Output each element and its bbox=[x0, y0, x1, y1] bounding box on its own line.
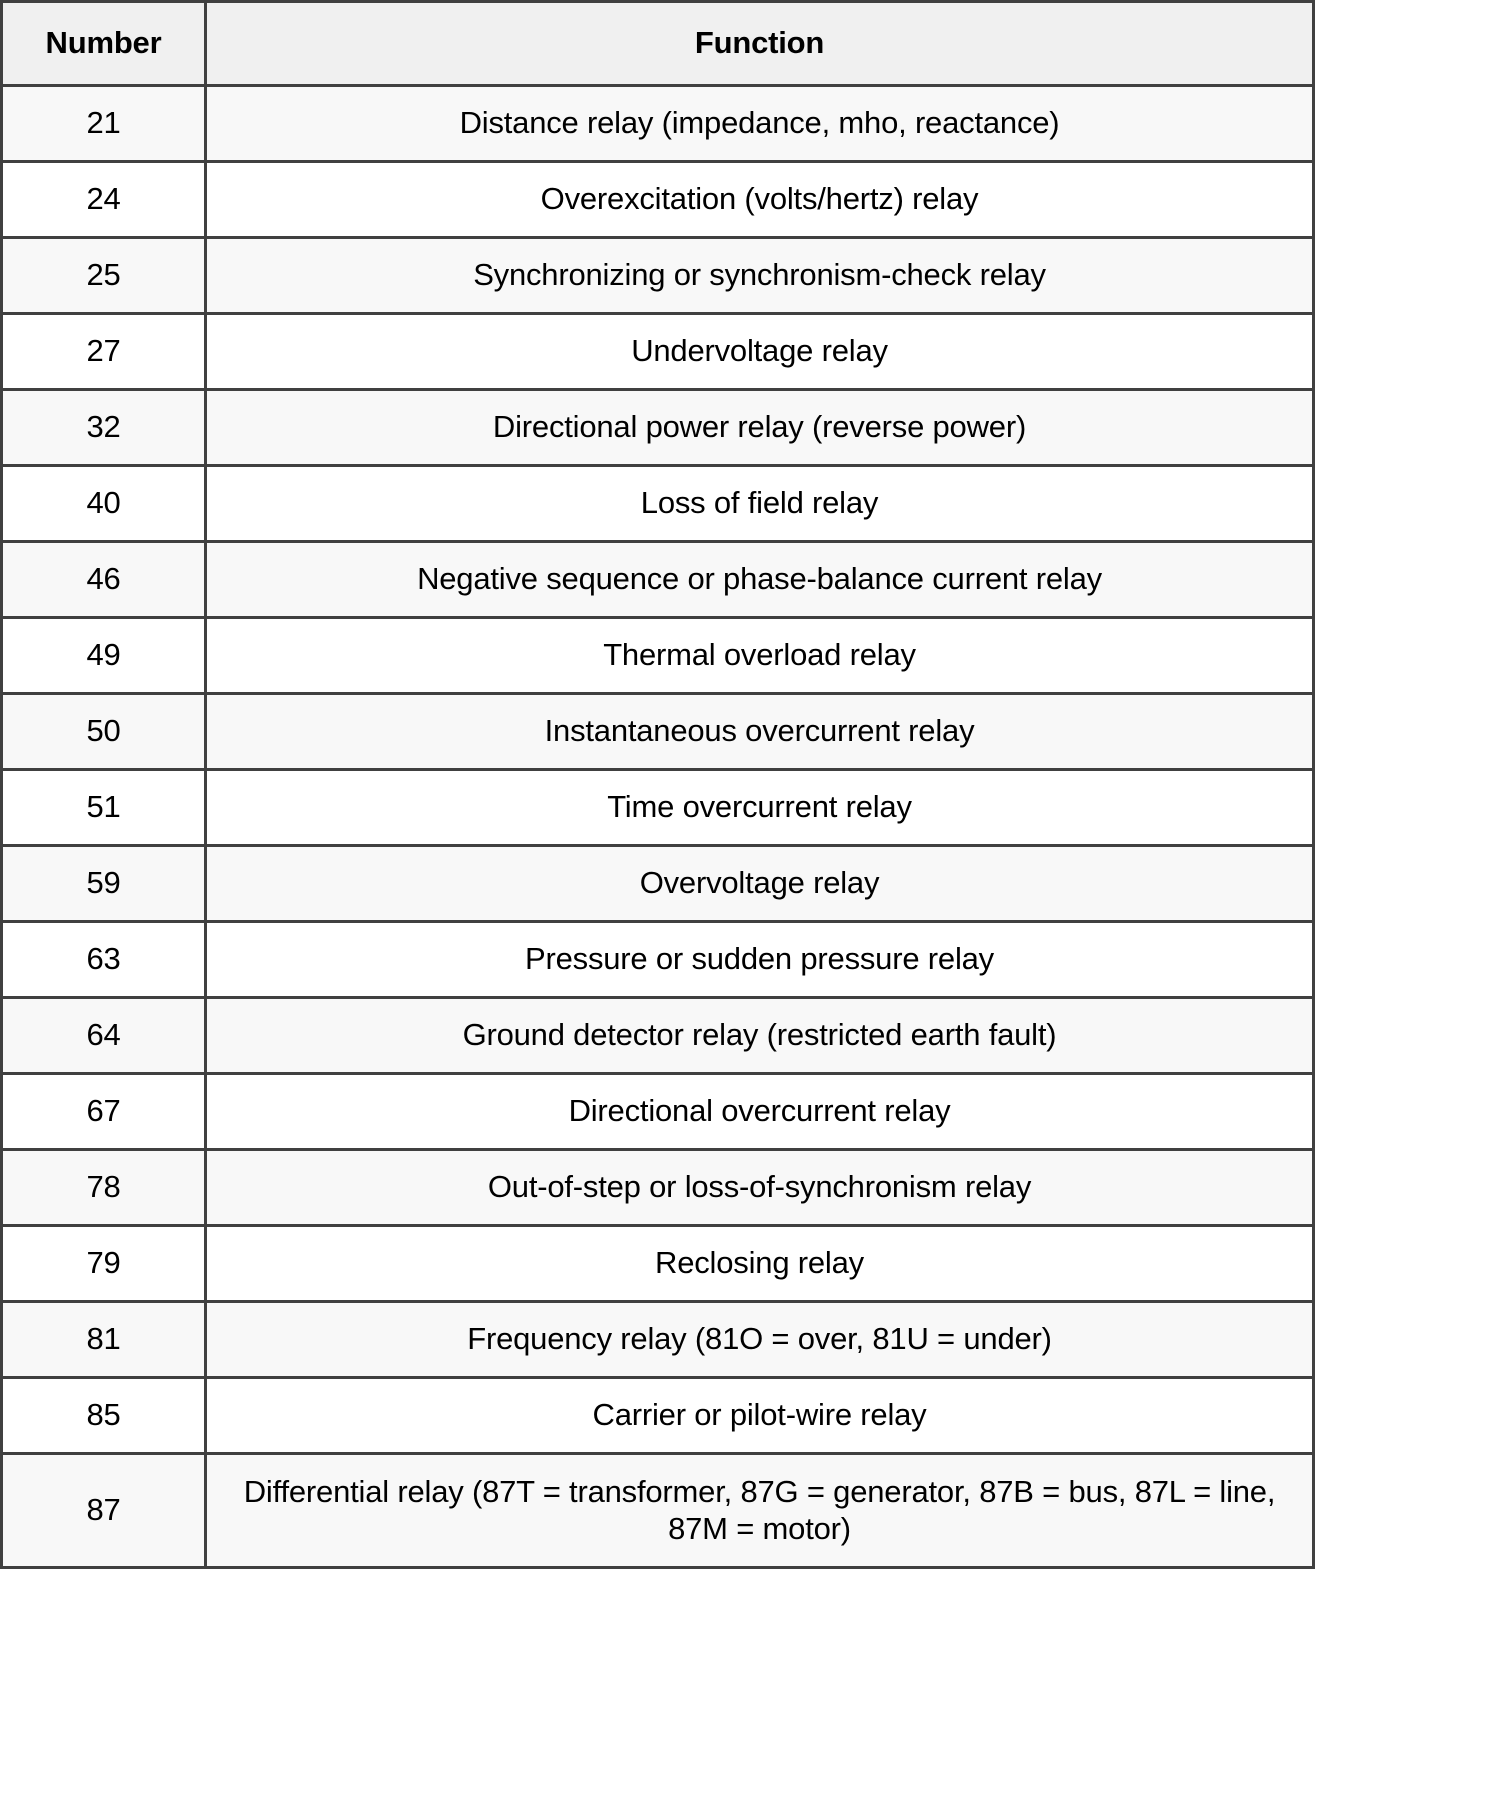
cell-function: Thermal overload relay bbox=[206, 618, 1314, 694]
cell-number: 40 bbox=[2, 466, 206, 542]
cell-function: Pressure or sudden pressure relay bbox=[206, 922, 1314, 998]
table-row bbox=[2, 238, 1314, 314]
cell-number: 67 bbox=[2, 1074, 206, 1150]
table-row bbox=[2, 1074, 1314, 1150]
table-row bbox=[2, 86, 1314, 162]
table-row bbox=[2, 1302, 1314, 1378]
cell-function: Ground detector relay (restricted earth fault) bbox=[206, 998, 1314, 1074]
cell-function: Overexcitation (volts/hertz) relay bbox=[206, 162, 1314, 238]
cell-number: 46 bbox=[2, 542, 206, 618]
table-header-row bbox=[2, 2, 1314, 86]
cell-function: Synchronizing or synchronism-check relay bbox=[206, 238, 1314, 314]
cell-function: Overvoltage relay bbox=[206, 846, 1314, 922]
table-row bbox=[2, 1378, 1314, 1454]
cell-number: 27 bbox=[2, 314, 206, 390]
cell-function: Undervoltage relay bbox=[206, 314, 1314, 390]
cell-function: Frequency relay (81O = over, 81U = under) bbox=[206, 1302, 1314, 1378]
cell-function: Negative sequence or phase-balance current relay bbox=[206, 542, 1314, 618]
table-header bbox=[2, 2, 1314, 86]
cell-function: Distance relay (impedance, mho, reactance) bbox=[206, 86, 1314, 162]
table-row bbox=[2, 162, 1314, 238]
table-row bbox=[2, 542, 1314, 618]
cell-function: Differential relay (87T = transformer, 87G = generator, 87B = bus, 87L = line, 87M = motor) bbox=[206, 1454, 1314, 1568]
cell-number: 24 bbox=[2, 162, 206, 238]
column-header-function: Function bbox=[206, 2, 1314, 86]
cell-function: Reclosing relay bbox=[206, 1226, 1314, 1302]
cell-number: 87 bbox=[2, 1454, 206, 1568]
cell-function: Directional power relay (reverse power) bbox=[206, 390, 1314, 466]
table-row bbox=[2, 1454, 1314, 1568]
cell-number: 85 bbox=[2, 1378, 206, 1454]
table-row bbox=[2, 390, 1314, 466]
table-row bbox=[2, 998, 1314, 1074]
table-row bbox=[2, 314, 1314, 390]
cell-function: Out-of-step or loss-of-synchronism relay bbox=[206, 1150, 1314, 1226]
cell-number: 81 bbox=[2, 1302, 206, 1378]
cell-number: 64 bbox=[2, 998, 206, 1074]
cell-number: 63 bbox=[2, 922, 206, 998]
cell-number: 49 bbox=[2, 618, 206, 694]
table-row bbox=[2, 1150, 1314, 1226]
cell-number: 25 bbox=[2, 238, 206, 314]
table-row bbox=[2, 466, 1314, 542]
table-row bbox=[2, 618, 1314, 694]
cell-number: 51 bbox=[2, 770, 206, 846]
cell-number: 50 bbox=[2, 694, 206, 770]
cell-number: 32 bbox=[2, 390, 206, 466]
cell-function: Carrier or pilot-wire relay bbox=[206, 1378, 1314, 1454]
cell-function: Time overcurrent relay bbox=[206, 770, 1314, 846]
table-row bbox=[2, 694, 1314, 770]
table-body bbox=[2, 86, 1314, 1568]
cell-function: Directional overcurrent relay bbox=[206, 1074, 1314, 1150]
cell-number: 59 bbox=[2, 846, 206, 922]
table-row bbox=[2, 922, 1314, 998]
cell-number: 78 bbox=[2, 1150, 206, 1226]
cell-number: 79 bbox=[2, 1226, 206, 1302]
table-row bbox=[2, 1226, 1314, 1302]
column-header-number: Number bbox=[2, 2, 206, 86]
table-row bbox=[2, 770, 1314, 846]
table-row bbox=[2, 846, 1314, 922]
cell-number: 21 bbox=[2, 86, 206, 162]
cell-function: Instantaneous overcurrent relay bbox=[206, 694, 1314, 770]
cell-function: Loss of field relay bbox=[206, 466, 1314, 542]
